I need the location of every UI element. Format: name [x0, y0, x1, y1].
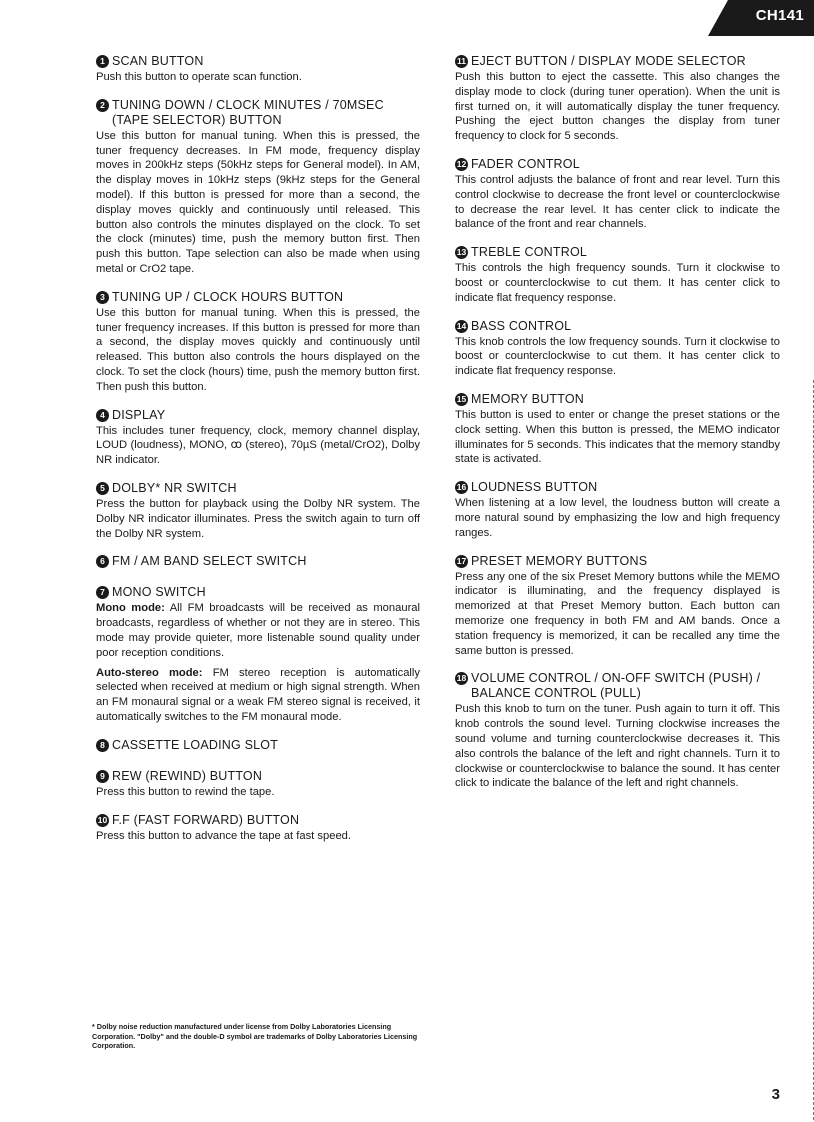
- item-body: Press the button for playback using the Dolby NR system. The Dolby NR indicator illuminates. Press the switch again to turn off the Dolby NR system.: [96, 497, 420, 540]
- item-volume-control: [455, 671, 780, 791]
- auto-stereo-mode-label: Auto-stereo mode:: [96, 666, 203, 679]
- dolby-footnote: * Dolby noise reduction manufactured under license from Dolby Laboratories Licensing Corporation. "Dolby" and the double-D symbol are trademarks of Dolby Laboratories Licensing Corporation.: [92, 1022, 418, 1051]
- item-heading: DISPLAY: [112, 407, 166, 422]
- item-heading: MONO SWITCH: [112, 585, 206, 600]
- item-body: This includes tuner frequency, clock, memory channel display, LOUD (loudness), MONO, ꝏ (stereo), 70µS (metal/CrO2), Dolby NR indicator.: [96, 424, 420, 467]
- page-number: 3: [771, 1086, 780, 1103]
- item-body: This knob controls the low frequency sounds. Turn it clockwise to boost or counterclockwise to cut them. It has center click to indicate flat frequency response.: [455, 335, 780, 378]
- left-column: [96, 54, 420, 856]
- item-memory-button: [455, 392, 780, 467]
- auto-stereo-mode-description: FM stereo reception is automatically selected when received at medium or high signal strength. When an FM monaural signal or a weak FM stereo signal is received, it automatically switches to the FM monaural mode.: [96, 666, 420, 723]
- number-badge: 18: [456, 673, 467, 684]
- number-badge: 16: [456, 482, 467, 493]
- number-badge: 11: [457, 56, 466, 66]
- item-heading: DOLBY* NR SWITCH: [112, 480, 237, 495]
- item-heading: TUNING UP / CLOCK HOURS BUTTON: [112, 289, 344, 304]
- item-heading: TREBLE CONTROL: [471, 245, 588, 260]
- item-body: When listening at a low level, the loudness button will create a more natural sound by emphasizing the low and high frequency ranges.: [455, 497, 780, 539]
- mono-mode-label: Mono mode:: [96, 602, 165, 615]
- item-heading: EJECT BUTTON / DISPLAY MODE SELECTOR: [471, 54, 746, 68]
- item-scan-button: [96, 54, 420, 85]
- item-body: Push this button to operate scan function.: [96, 71, 302, 83]
- item-heading: CASSETTE LOADING SLOT: [112, 737, 279, 752]
- number-badge: 12: [456, 158, 467, 169]
- item-body: This control adjusts the balance of front and rear level. Turn this control clockwise to decrease the front level or counterclockwise to decrease the rear level. It has center click to indicate the balance of the front and rear channels.: [455, 173, 780, 231]
- item-heading: FM / AM BAND SELECT SWITCH: [112, 554, 307, 569]
- item-heading: VOLUME CONTROL / ON-OFF SWITCH (PUSH) / BALANCE CONTROL (PULL): [471, 671, 761, 701]
- item-body: Press any one of the six Preset Memory buttons while the MEMO indicator is illuminating, and the frequency displayed is memorized at that Preset Memory button. Each button can memorize one frequency in both FM and AM bands. Once a station frequency is memorized, it can be recalled any time the same button is pressed.: [455, 570, 780, 657]
- item-heading: BASS CONTROL: [471, 318, 572, 333]
- item-heading: FADER CONTROL: [471, 156, 580, 171]
- item-dolby-nr-switch: [96, 481, 420, 541]
- number-badge: 7: [96, 586, 109, 599]
- item-body: Press this button to rewind the tape.: [96, 785, 275, 798]
- number-badge: 1: [96, 55, 109, 68]
- item-heading: MEMORY BUTTON: [471, 391, 585, 406]
- number-badge: 15: [456, 393, 467, 404]
- number-badge: 2: [96, 99, 109, 112]
- mono-mode-text: [96, 601, 420, 660]
- item-body: This controls the high frequency sounds. Turn it clockwise to boost or counterclockwise to cut them. It has center click to indicate flat frequency response.: [455, 262, 780, 304]
- number-badge: 9: [96, 770, 109, 783]
- item-treble-control: [455, 245, 780, 305]
- item-mono-switch: [96, 585, 420, 724]
- number-badge: 3: [96, 291, 109, 304]
- item-bass-control: [455, 319, 780, 379]
- auto-stereo-mode-text: [96, 666, 420, 725]
- item-heading: F.F (FAST FORWARD) BUTTON: [112, 812, 300, 827]
- item-band-select-switch: [96, 554, 420, 569]
- item-heading: REW (REWIND) BUTTON: [112, 768, 263, 783]
- item-preset-memory-buttons: [455, 554, 780, 659]
- item-heading: PRESET MEMORY BUTTONS: [471, 553, 648, 568]
- item-eject-button: [455, 54, 780, 144]
- item-tuning-down-button: [96, 98, 420, 277]
- number-badge: 17: [456, 555, 467, 566]
- item-fast-forward-button: [96, 813, 420, 844]
- model-label: CH141: [755, 7, 804, 24]
- item-body: Push this knob to turn on the tuner. Push again to turn it off. This knob controls the sound level. Turning clockwise increases the sound volume and turning counterclockwise decreases it. This also controls the balance of the left and right channels. Turn it to clockwise or counterclockwise to balance the sound. It has center click to indicate the balance of the left and right channels.: [455, 703, 780, 790]
- item-heading: LOUDNESS BUTTON: [471, 480, 598, 495]
- number-badge: 14: [456, 320, 467, 331]
- item-loudness-button: [455, 480, 780, 540]
- item-body: Use this button for manual tuning. When this is pressed, the tuner frequency decreases. In FM mode, frequency display moves in 200kHz steps (50kHz steps for General model). In AM, the display moves in 10kHz steps (9kHz steps for the General model). If this button is pressed for more than a second, the display moves quickly and continuously until released. This button also controls the minutes displayed on the clock. To set the clock (minutes) time, push the memory button first. Then push this button. Tape selection can also be made when using metal or CrO2 tape.: [96, 129, 420, 275]
- item-tuning-up-button: [96, 290, 420, 395]
- item-heading: TUNING DOWN / CLOCK MINUTES / 70ΜSEC (TAPE SELECTOR) BUTTON: [112, 97, 384, 127]
- item-fader-control: [455, 157, 780, 232]
- number-badge: 5: [96, 482, 109, 495]
- number-badge: 13: [456, 247, 467, 258]
- right-column: [455, 54, 780, 804]
- item-body: Press this button to advance the tape at fast speed.: [96, 829, 351, 842]
- number-badge: 4: [96, 409, 109, 422]
- item-cassette-loading-slot: [96, 738, 420, 753]
- number-badge: 6: [96, 555, 109, 568]
- mono-mode-description: All FM broadcasts will be received as monaural broadcasts, regardless of whether or not they are in stereo. This mode may provide quieter, more listenable sound quality under poor reception conditions.: [96, 602, 421, 659]
- item-display: [96, 408, 420, 468]
- item-rewind-button: [96, 769, 420, 800]
- item-body: Push this button to eject the cassette. This also changes the display mode to clock (during tuner operation). When the unit is first turned on, it will automatically display the tuner frequency. Pushing the eject button changes the display from tuner frequency to clock for 5 seconds.: [455, 71, 780, 143]
- number-badge: 8: [96, 739, 109, 752]
- item-heading: SCAN BUTTON: [112, 54, 204, 68]
- item-body: This button is used to enter or change the preset stations or the clock setting. When this button is pressed, the MEMO indicator illuminates for 5 seconds. This indicates that the memory standby state is activated.: [455, 408, 780, 466]
- number-badge: 10: [97, 814, 108, 825]
- item-body: Use this button for manual tuning. When this is pressed, the tuner frequency increases. If this button is pressed for more than a second, the display moves quickly and continuously until released. This button also controls the hours displayed on the clock. To set the clock (hours) time, push the memory button first. Then push this button.: [96, 306, 420, 393]
